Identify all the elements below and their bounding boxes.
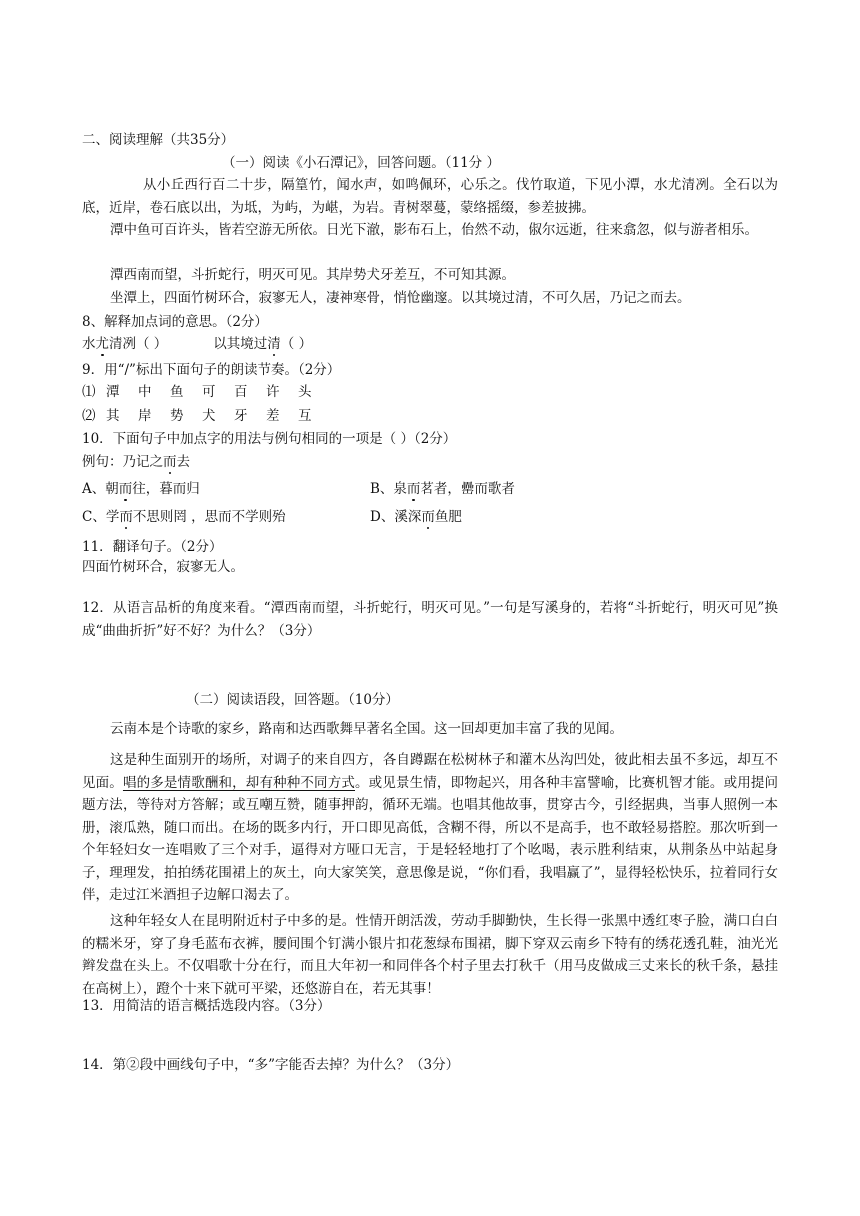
question-8: 8、解释加点词的意思。（2分） — [82, 314, 268, 330]
emphasis-dot-char: 而 — [163, 454, 177, 470]
option-c: C、学而不思则罔 ，思而不学则殆 — [82, 509, 286, 525]
option-d: D、溪深而鱼肥 — [370, 509, 462, 525]
question-11: 11．翻译句子。（2分） — [82, 539, 223, 555]
question-10-example: 例句：乃记之而去 — [82, 454, 190, 470]
emphasis-dot-char: 清 — [267, 336, 281, 352]
passage2-para1: 云南本是个诗歌的家乡，路南和达西歌舞早著名全国。这一回却更加丰富了我的见闻。 — [110, 721, 623, 737]
option-a: A、朝而往，暮而归 — [82, 481, 200, 497]
passage1-para1: 从小丘西行百二十步，隔篁竹，闻水声，如鸣佩环，心乐之。伐竹取道，下见小潭，水尤清冽。全石以为底，近岸，卷石底以出，为坻，为屿，为嵁，为岩。青树翠蔓，蒙络摇缀，参差披拂。 — [82, 177, 778, 216]
part1-heading: （一）阅读《小石潭记》，回答问题。（11分 ） — [222, 155, 500, 171]
question-11-sentence: 四面竹树环合，寂寥无人。 — [82, 559, 244, 575]
question-14: 14．第②段中画线句子中，“多”字能否去掉？为什么？（3分） — [82, 1057, 460, 1073]
passage2-para2: 这是种生面别开的场所，对调子的来自四方，各自蹲踞在松树林子和灌木丛沟凹处，彼此相去虽不多远，却互不见面。唱的多是情歌酬和，却有种种不同方式。或见景生情，即物起兴，用各种丰富譬喻，比赛机智才能。或用提问题方法，等待对方答解；或互嘲互赞，随事押韵，循环无端。也唱其他故事，贯穿古今，引经据典，当事人照例一本册，滚瓜熟，随口而出。在场的既多内行，开口即见高低，含糊不得，所以不是高手，也不敢轻易搭腔。那次听到一个年轻妇女一连唱败了三个对手，逼得对方哑口无言，于是轻轻地打了个吆喝，表示胜利结束，从荆条丛中站起身子，理理发，拍拍绣花围裙上的灰土，向大家笑笑，意思像是说，“你们看，我唱赢了”，显得轻松快乐，拉着同行女伴，走过江米酒担子边解口渴去了。 — [82, 752, 779, 903]
passage1-para3: 潭西南而望，斗折蛇行，明灭可见。其岸势犬牙差互，不可知其源。 — [110, 267, 515, 283]
question-9-line2: ⑵ 其 岸 势 犬 牙 差 互 — [82, 408, 312, 424]
underlined-sentence: 唱的多是情歌酬和，却有种种不同方式 — [122, 774, 356, 791]
passage1-para4: 坐潭上，四面竹树环合，寂寥无人，凄神寒骨，悄怆幽邃。以其境过清，不可久居，乃记之而去。 — [110, 290, 691, 306]
question-10: 10．下面句子中加点字的用法与例句相同的一项是（ ）（2分） — [82, 431, 457, 447]
passage1-para2: 潭中鱼可百许头，皆若空游无所依。日光下澈，影布石上，佁然不动，俶尔远逝，往来翕忽，似与游者相乐。 — [110, 222, 758, 238]
option-b: B、泉而茗者，罍而歌者 — [370, 481, 515, 497]
emphasis-dot-char: 而 — [119, 509, 133, 525]
question-8-items: 水尤清冽（ ） 以其境过清（ ） — [82, 336, 313, 352]
section-title: 二、阅读理解（共35分） — [82, 132, 235, 148]
question-9-line1: ⑴ 潭 中 鱼 可 百 许 头 — [82, 384, 312, 400]
emphasis-dot-char: 而 — [118, 481, 133, 497]
part2-heading: （二）阅读语段，回答题。（10分） — [186, 692, 399, 708]
emphasis-dot-char: 而 — [406, 481, 421, 497]
question-12: 12．从语言品析的角度来看。“潭西南而望，斗折蛇行，明灭可见。”一句是写溪身的，若将“斗折蛇行，明灭可见”换成“曲曲折折”好不好？为什么？（3分） — [82, 600, 778, 639]
emphasis-dot-char: 而 — [421, 509, 435, 525]
passage2-para3: 这种年轻女人在昆明附近村子中多的是。性情开朗活泼，劳动手脚勤快，生长得一张黑中透红枣子脸，满口白白的糯米牙，穿了身毛蓝布衣裤，腰间围个钉满小银片扣花葱绿布围裙，脚下穿双云南乡下特有的绣花透孔鞋，油光光辫发盘在头上。不仅唱歌十分在行，而且大年初一和同伴各个村子里去打秋千（用马皮做成三丈来长的秋千条，悬挂在高树上），蹬个十来下就可平梁，还悠游自在，若无其事！ — [82, 913, 778, 997]
question-9: 9．用“/”标出下面句子的朗读节奏。（2分） — [82, 362, 341, 378]
question-13: 13．用简洁的语言概括选段内容。（3分） — [82, 998, 331, 1014]
emphasis-dot-char: 尤 — [95, 336, 109, 352]
